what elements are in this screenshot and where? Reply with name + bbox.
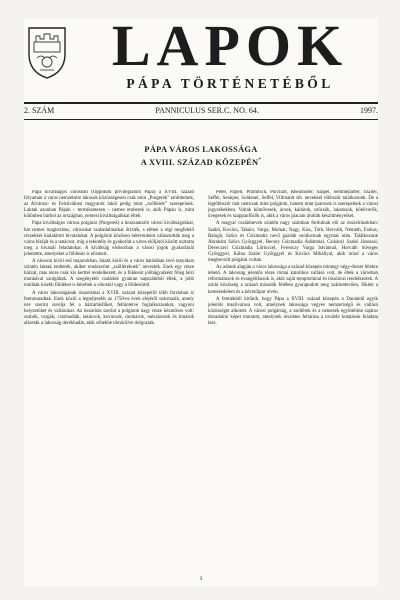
issue-number: 2. SZÁM [24,106,55,115]
paragraph: A magyar családnevek szintén nagy számban fordulnak elő az összeírásokban: Szabó, Kovács, Takács, Varga, Molnár, Nagy, Kiss, Tóth, Horváth, Németh, Farkas, Balogh, Szűcs és Csizmadia nevű gazdák sorakoznak egymás után. Találkozunk Ábrahám Szőcs Györggyel, Becsey Csizmadia Ádámmal, Csikányi Szabó Jánossal, Deveczeri Csizmadia Lőrinccel, Ferenczy Varga Istvánnal, Horváth Süveges Györggyel, Kálna Szabó Györggyel és Kovács Mihállyal, akik mind a város megbecsült polgárai voltak. [208,221,378,264]
page-number: 3 [199,576,203,582]
paragraph: A város lakosságának összeírásai a XVIII. század közepéről több forrásban is fennmaradtak. Ezek közül a legteljesebb az 1750-es évek elejéről származik, amely név szerint sorolja fel a háztartásfőket, feltüntetve foglalkozásukat, vagyoni helyzetüket és vallásukat. Az összeírás szerint a polgárok nagy része kézműves volt: szabók, vargák, csizmadiák, takácsok, kovácsok, molnárok, mészárosok és tímárok alkották a lakosság derékhadát, akik céhekbe tömörülve dolgoztak. [24,290,194,326]
paragraph: Az adatok alapján a város lakossága a század közepén mintegy négy-ötezer lélekre tehető. A lakosság jelentős része római katolikus vallású volt, de éltek a városban reformátusok és evangélikusok is, akik saját templommal és iskolával rendelkeztek. A zsidó közösség a század második felében gyarapodott meg számottevően, főként a kereskedelem és a kézműipar révén. [208,265,378,295]
paragraph: A városon kívül eső majorokban, házak körül és a város határában levő tanyákon szintén laktak emberek, akiket rendszerint „zsölléreknek” neveztek. Ezek egy része házzal, más része csak kis kerttel rendelkezett, és a földesúr jobbágyaiként főleg kézi munkával szolgáltak. A szegényebb családok gyakran napszámból éltek, a jobb módúak kisebb földeket is béreltek a várostól vagy a földesúrtól. [24,259,194,289]
meta-rule [24,119,378,120]
masthead-title: LAPOK [111,13,349,78]
newsletter-page [24,13,378,586]
article-title-line2: A XVIII. SZÁZAD KÖZEPÉN* [140,157,262,167]
issue-year: 1997. [359,106,378,115]
paragraph: A fentiekből kitűnik, hogy Pápa a XVIII. század közepén a Dunántúl egyik jelentős mezővárosa volt, amelynek lakossága vegyes nemzetiségű és vallású közösséget alkotott. A városi polgárság, a zsellérek és a nemesek együttélése sajátos társadalmi képet mutatott, amelynek részletes feltárása a további kutatások feladata lesz. [208,296,378,326]
footnote-mark: * [258,158,262,163]
paragraph: Pápa kiváltságos városa polgárai (Purgerek) a hosszantartó városi kiváltságokkal, hat nemes magistrátus, városukat szabadalmaikat őrizték, s ebben a régi megfelelő részekkel kialakított hivatalokat. A polgárok közösen hétévenként választották meg a város bíráját és a tanácsot, míg a tekintély és gyakorlat a város elöljárói között osztotta meg a hivatali feladatokat. A kiváltság elsősorban a városi jogok gyakorlását jelentette, amelyeket a földesúr is elismert. [24,221,194,257]
paragraph: Peter, Pajtell, Pfumitsch, Purchart, Rheinhöfer, Szapel, Semmeparter, Szaller, Seffer, Sennper, Soldener, Seffel, Villmanit stb. nevekkel többször találkozunk. De a legtöbbször már nemcsak mint polgárok, hanem mint iparosok is szerepelnek a városi jegyzékekben. Voltak kőművesek, ácsok, kádárok, szűcsök, lakatosok, kötélverők, üvegesek és szappanfőzők is, akik a város piacain árulták készítményeiket. [208,190,378,220]
left-column [24,190,194,570]
paragraph: Pápa kiváltságos városban (Oppidum privilegiatum Papa) a XVIII. század folyamán a város nemzetsére lakosok közösségesen csak mint „Purgerek” emlittetnek, az Alvárosi- és Felsőválrosi magyarok lakói pedig mint „zsöllérek” szerepelnek. Laktak azonban Pápán – természetesen – nemes emberek is, akik Pápán is, mint különben bárhol az országban, nemesi kiváltságaikkal éltek. [24,190,194,220]
town-coat-of-arms-icon [26,24,68,80]
masthead-subtitle: PÁPA TÖRTÉNETÉBŐL [126,76,334,91]
right-column [208,190,378,570]
article-title-line1: PÁPA VÁROS LAKOSSÁGA [144,145,258,154]
series-code: PANNICULUS SER.C. NO. 64. [155,106,259,115]
issue-meta-row [24,106,378,118]
article-title [24,144,378,168]
masthead-rule [24,102,378,104]
article-body [24,190,378,570]
